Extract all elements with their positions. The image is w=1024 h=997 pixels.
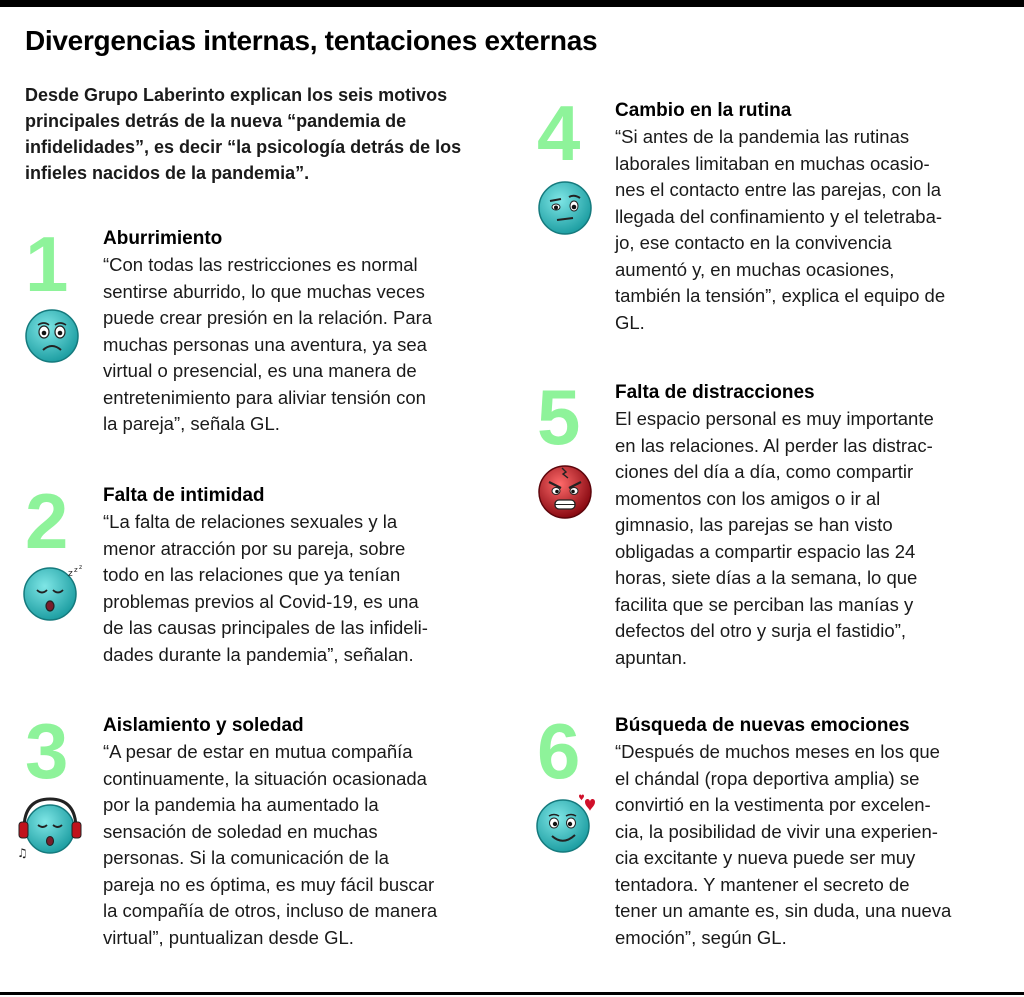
svg-text:♫: ♫: [17, 846, 28, 860]
angry-face-icon: [537, 462, 593, 520]
headphones-face-icon: [14, 795, 84, 861]
page-title: Divergencias internas, tentaciones externas: [25, 25, 598, 56]
item-text: “A pesar de estar en mutua compañía continuamente, la situación ocasionada por la pandemia ha aumentado la sensación de soledad en muchas personas. Si la comunicación de la pareja no es óptima, es muy fácil buscar la compañía de otros, incluso de manera virtual”, puntualizan desde GL.: [103, 741, 438, 948]
svg-text:z: z: [79, 564, 83, 571]
sleepy-face-icon: [22, 562, 88, 624]
item-heading: Falta de distracciones: [615, 382, 815, 403]
item-number: 1: [25, 220, 69, 308]
item-text: “Si antes de la pandemia las rutinas laborales limitaban en muchas ocasio- nes el contacto entre las parejas, con la llegada del confinamiento y el teletraba- jo, ese contacto en la convivencia aumentó y, en muchas ocasiones, también la tensión”, explica el equipo de GL.: [615, 126, 946, 333]
item-heading: Cambio en la rutina: [615, 100, 792, 121]
item-number: 2: [25, 477, 69, 565]
item-number: 5: [537, 373, 581, 461]
item-text: “La falta de relaciones sexuales y la menor atracción por su pareja, sobre todo en las relaciones que ya tenían problemas previos al Covid-19, es una de las causas principales de las infideli- dades durante la pandemia”, señalan.: [103, 511, 428, 665]
item-text: “Después de muchos meses en los que el chándal (ropa deportiva amplia) se convirtió en la vestimenta por excelen- cia, la posibilidad de vivir una experien- cia excitante y nueva puede ser muy tentadora. Y mantener el secreto de tener un amante es, sin duda, una nueva emoción”, según GL.: [615, 741, 952, 948]
svg-text:z: z: [68, 569, 73, 579]
item-text: El espacio personal es muy importante en las relaciones. Al perder las distrac- ciones del día a día, como compartir momentos con los amigos o ir al gimnasio, las parejas se han visto obligadas a compartir espacio las 24 horas, siete días a la semana, lo que facilita que se perciban las manías y defectos del otro y surja el fastidio”, apuntan.: [615, 408, 934, 668]
svg-text:z: z: [74, 566, 78, 574]
item-number: 6: [537, 707, 581, 795]
item-heading: Falta de intimidad: [103, 485, 265, 506]
item-heading: Aburrimiento: [103, 228, 223, 249]
intro-paragraph: Desde Grupo Laberinto explican los seis motivos principales detrás de la nueva “pandemia de infidelidades”, es decir “la psicología detrás de los infieles nacidos de la pandemia”.: [25, 85, 462, 183]
item-text: “Con todas las restricciones es normal sentirse aburrido, lo que muchas veces puede crear presión en la relación. Para muchas personas una aventura, ya sea virtual o presencial, es una manera de entretenimiento para aliviar tensión con la pareja”, señala GL.: [103, 254, 433, 434]
top-rule: [0, 0, 1024, 7]
sad-face-icon: [24, 308, 80, 364]
bottom-rule: [0, 992, 1024, 995]
item-heading: Aislamiento y soledad: [103, 715, 304, 736]
in-love-face-icon: [535, 792, 601, 854]
item-number: 4: [537, 89, 581, 177]
item-number: 3: [25, 707, 69, 795]
skeptical-face-icon: [537, 180, 593, 236]
item-heading: Búsqueda de nuevas emociones: [615, 715, 910, 736]
